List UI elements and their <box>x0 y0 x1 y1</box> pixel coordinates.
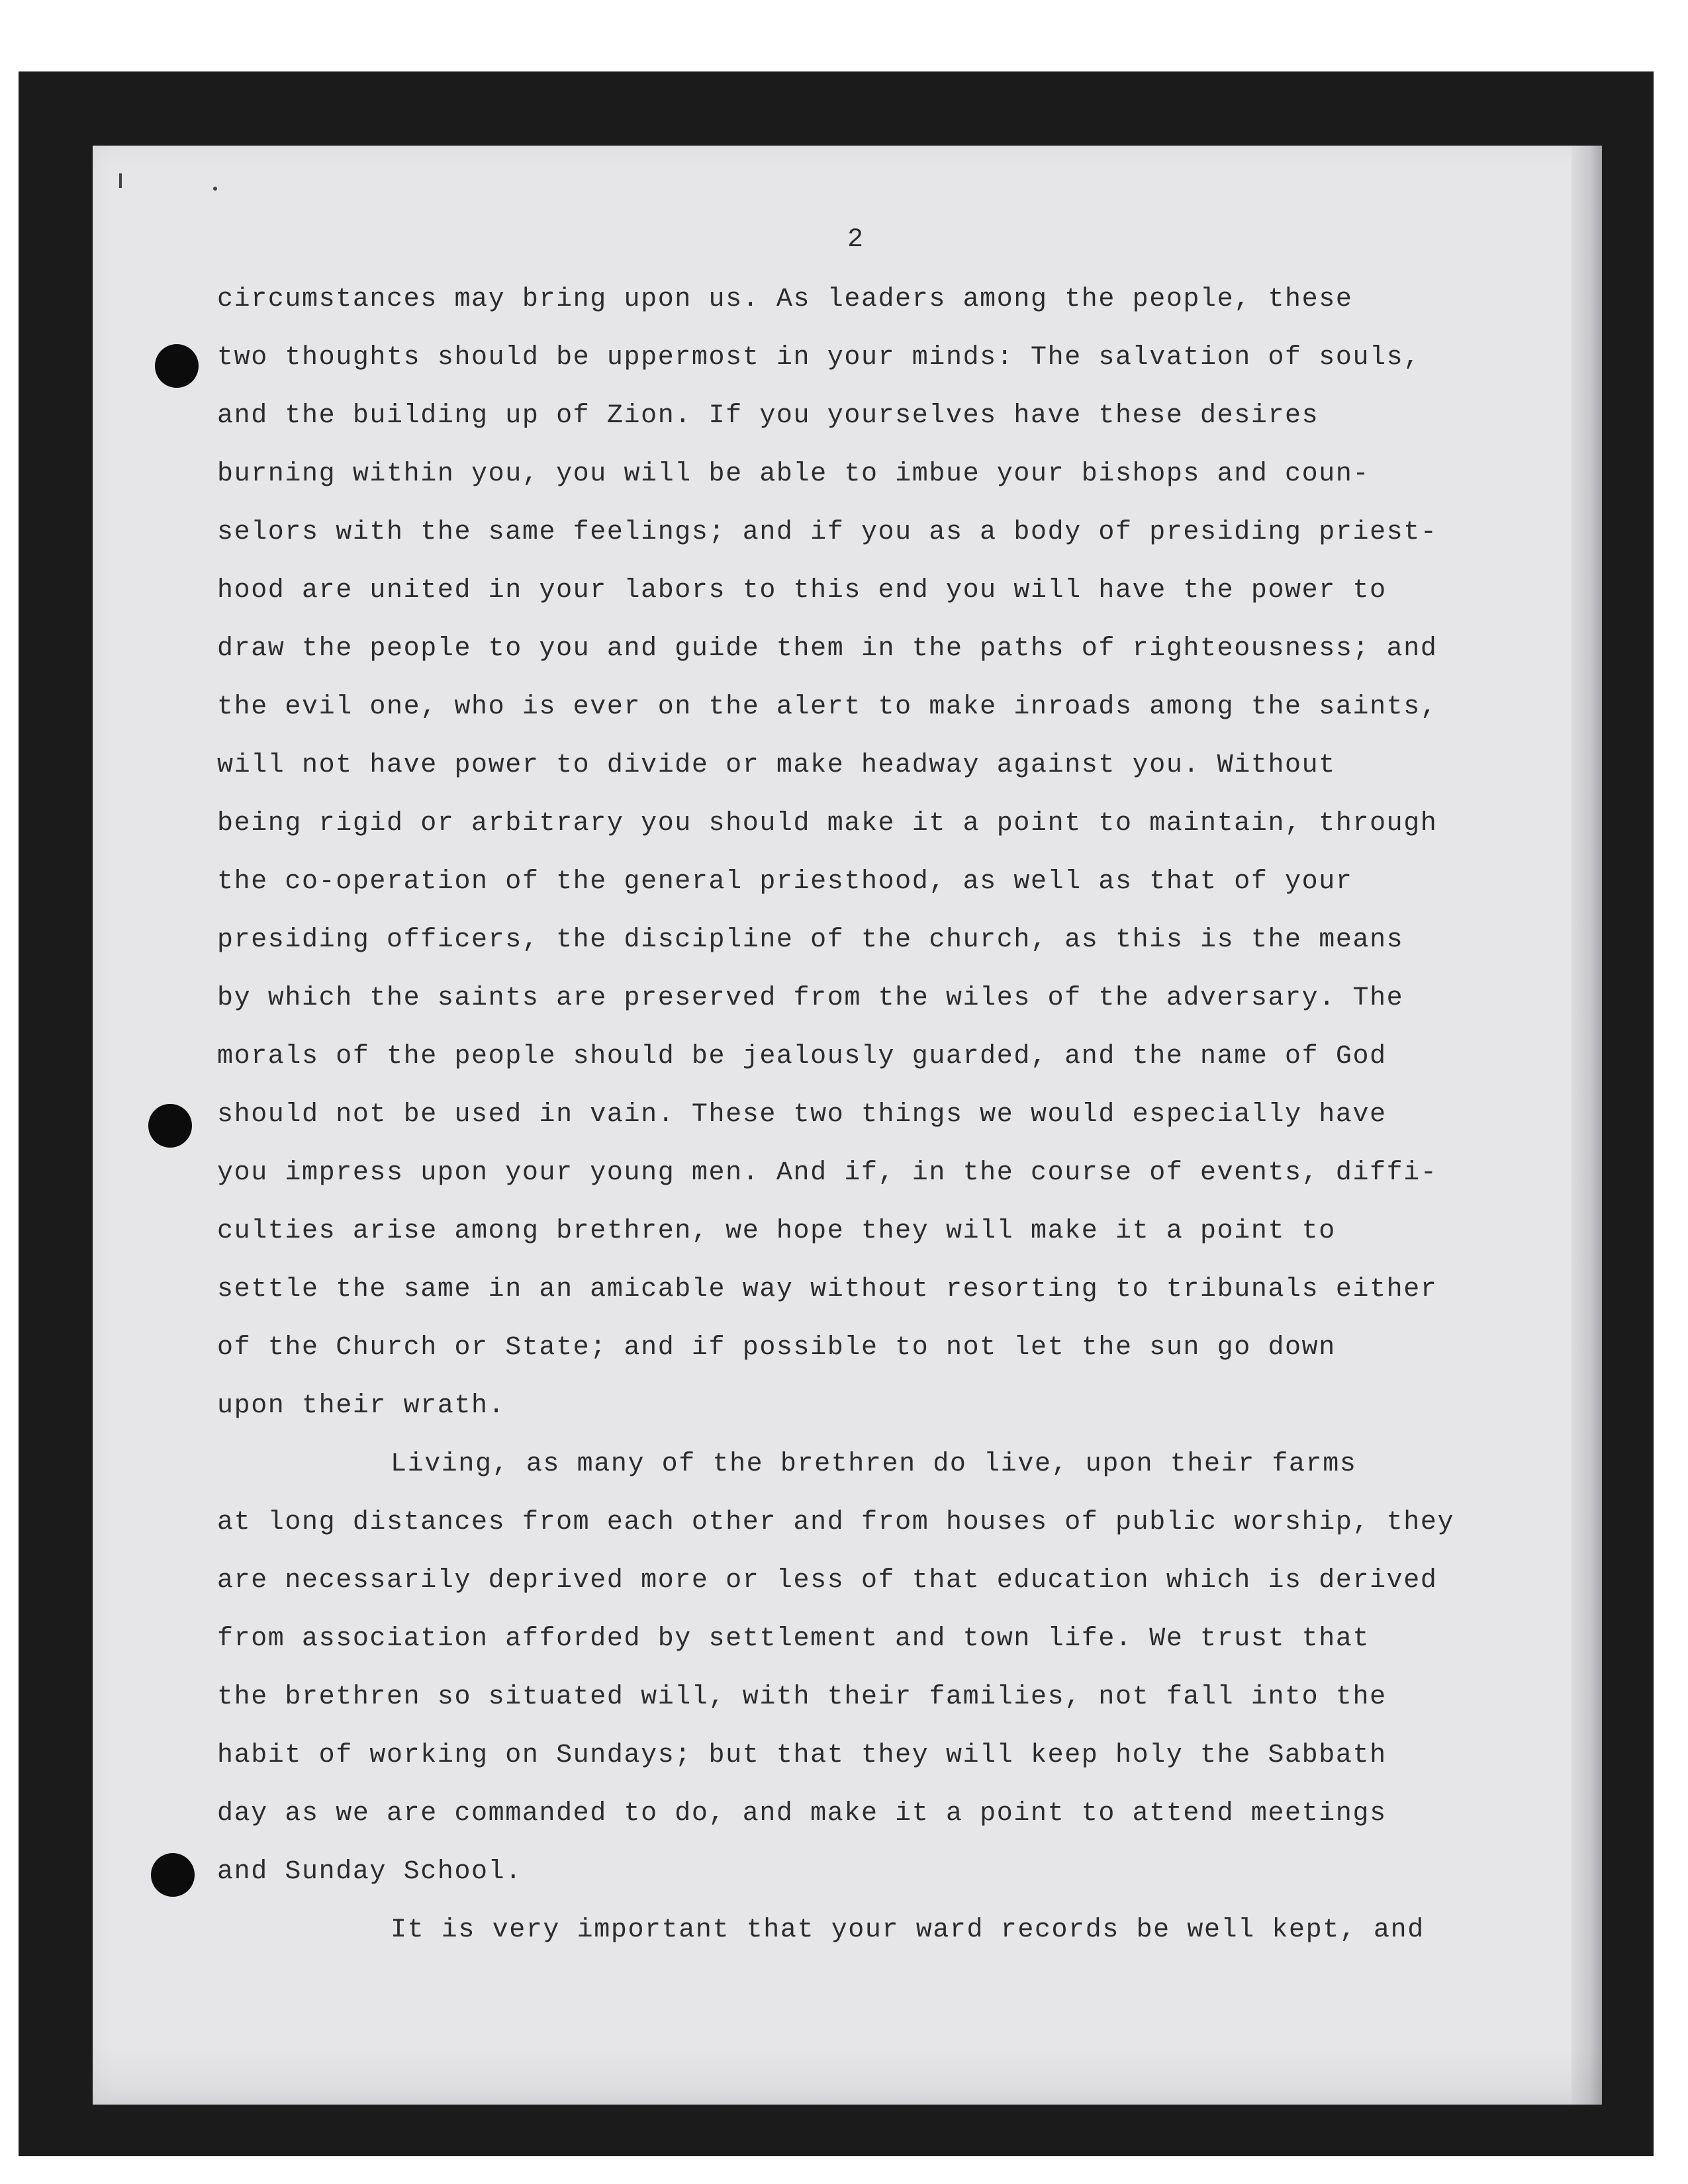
text-line: the co-operation of the general priesthood, as well as that of your <box>217 867 1353 897</box>
text-line: you impress upon your young men. And if, in the course of events, diffi- <box>217 1158 1438 1188</box>
text-line: from association afforded by settlement and town life. We trust that <box>217 1624 1370 1654</box>
text-line: draw the people to you and guide them in the paths of righteousness; and <box>217 634 1438 664</box>
text-line: two thoughts should be uppermost in your minds: The salvation of souls, <box>217 343 1421 373</box>
text-line: habit of working on Sundays; but that they will keep holy the Sabbath <box>217 1741 1387 1770</box>
text-line: and Sunday School. <box>217 1857 522 1887</box>
page-number: 2 <box>847 225 865 255</box>
punch-hole-bottom <box>151 1853 195 1897</box>
stray-mark <box>119 173 122 188</box>
text-line: hood are united in your labors to this end you will have the power to <box>217 576 1387 606</box>
text-line: day as we are commanded to do, and make it a point to attend meetings <box>217 1799 1387 1829</box>
text-line: It is very important that your ward records be well kept, and <box>391 1915 1425 1945</box>
text-line: at long distances from each other and from houses of public worship, they <box>217 1508 1455 1537</box>
text-line: settle the same in an amicable way without resorting to tribunals either <box>217 1275 1438 1304</box>
text-line: presiding officers, the discipline of the church, as this is the means <box>217 925 1404 955</box>
stray-mark <box>213 187 217 191</box>
text-line: being rigid or arbitrary you should make it a point to maintain, through <box>217 809 1438 839</box>
text-line: selors with the same feelings; and if you as a body of presiding priest- <box>217 518 1438 547</box>
text-line: circumstances may bring upon us. As leaders among the people, these <box>217 285 1353 314</box>
text-line: Living, as many of the brethren do live, upon their farms <box>391 1449 1357 1479</box>
punch-hole-middle <box>148 1104 192 1148</box>
text-line: burning within you, you will be able to imbue your bishops and coun- <box>217 459 1370 489</box>
page-bottom-shadow <box>93 2045 1602 2105</box>
text-line: morals of the people should be jealously guarded, and the name of God <box>217 1042 1387 1071</box>
text-line: and the building up of Zion. If you yourselves have these desires <box>217 401 1319 431</box>
text-line: the evil one, who is ever on the alert to make inroads among the saints, <box>217 692 1438 722</box>
text-line: by which the saints are preserved from the wiles of the adversary. The <box>217 983 1404 1013</box>
text-line: the brethren so situated will, with their families, not fall into the <box>217 1682 1387 1712</box>
page-edge-shadow <box>1571 146 1602 2105</box>
punch-hole-top <box>155 344 199 388</box>
text-line: upon their wrath. <box>217 1391 506 1421</box>
text-line: should not be used in vain. These two things we would especially have <box>217 1100 1387 1130</box>
text-line: will not have power to divide or make headway against you. Without <box>217 751 1336 780</box>
text-line: of the Church or State; and if possible to not let the sun go down <box>217 1333 1336 1363</box>
text-line: culties arise among brethren, we hope they will make it a point to <box>217 1216 1336 1246</box>
text-line: are necessarily deprived more or less of that education which is derived <box>217 1566 1438 1596</box>
